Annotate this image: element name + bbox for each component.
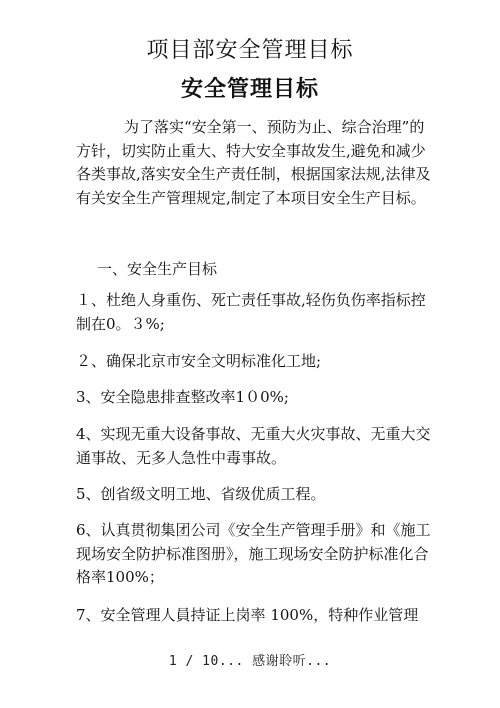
list-item: 6、认真贯彻集团公司《安全生产管理手册》和《施工现场安全防护标准图册》，施工现场安全防护标准化合格率100%； <box>76 521 431 586</box>
list-item: 7、安全管理人員持证上岗率 100%，特种作业管理 <box>76 606 419 624</box>
intro-paragraph: 为了落实“安全第一、预防为止、综合治理”的方针，切实防止重大、特大安全事故发生,避免和减少各类事故,落实安全生产责任制，根据国家法规,法律及有关安全生产管理规定,制定了本项目安全生产目标。 <box>76 118 431 207</box>
list-item: ２、确保北京市安全文明标准化工地; <box>76 352 322 370</box>
list-item: 4、实现无重大设备事故、无重大火灾事故、无重大交通事故、无多人急性中毒事故。 <box>76 425 431 467</box>
section-heading: 一、安全生产目标 <box>97 260 218 278</box>
document-subtitle: 安全管理目标 <box>180 76 319 102</box>
list-item: 3、安全隐患排查整改率1０0%; <box>76 388 289 406</box>
list-item: 5、创省级文明工地、省级优质工程。 <box>76 485 326 503</box>
page-footer: 1 / 10... 感谢聆听... <box>168 654 332 669</box>
list-item: １、杜绝人身重伤、死亡责任事故,轻伤负伤率指标控制在0。３%; <box>76 291 426 333</box>
document-title: 项目部安全管理目标 <box>146 38 354 63</box>
